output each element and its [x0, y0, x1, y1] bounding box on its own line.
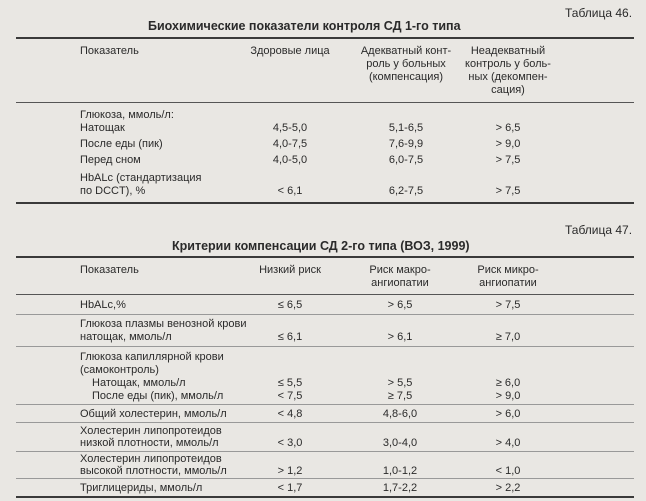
- t46-header-indicator: Показатель: [80, 45, 139, 57]
- t47-r6-label-1: Холестерин липопротеидов: [80, 453, 222, 465]
- t47-r3-sub2-micro: > 9,0: [495, 390, 521, 402]
- t47-r1-rule: [16, 314, 634, 315]
- table-46-bottom-rule: [16, 202, 634, 204]
- t47-r3-sub1-micro: ≥ 6,0: [495, 377, 521, 389]
- t47-header-macro-1: Риск макро-: [369, 264, 431, 276]
- t47-r3-label-1: Глюкоза капиллярной крови: [80, 351, 224, 363]
- table-47-number: Таблица 47.: [565, 223, 633, 237]
- t47-r4-rule: [16, 422, 634, 423]
- t46-row-postmeal-label: После еды (пик): [80, 138, 163, 150]
- t46-row-postmeal-inadequate: > 9,0: [495, 138, 521, 150]
- t47-r6-label-2: высокой плотности, ммоль/л: [80, 465, 227, 477]
- t47-r2-micro: ≥ 7,0: [495, 331, 521, 343]
- t47-r1-low: ≤ 6,5: [277, 299, 303, 311]
- t47-r2-rule: [16, 346, 634, 347]
- t47-r4-micro: > 6,0: [495, 408, 521, 420]
- t47-r5-low: < 3,0: [277, 437, 303, 449]
- t46-header-adequate-1: Адекватный конт-: [360, 45, 452, 57]
- t47-r3-sub1-label: Натощак, ммоль/л: [92, 377, 186, 389]
- t46-row-postmeal-adequate: 7,6-9,9: [388, 138, 424, 150]
- t47-r1-micro: > 7,5: [495, 299, 521, 311]
- t47-r5-rule: [16, 451, 634, 452]
- t47-r6-rule: [16, 478, 634, 479]
- t46-row-bedtime-healthy: 4,0-5,0: [272, 154, 308, 166]
- t47-r3-sub2-low: < 7,5: [277, 390, 303, 402]
- t47-r3-sub1-macro: > 5,5: [387, 377, 413, 389]
- t47-header-micro-1: Риск микро-: [477, 264, 539, 276]
- t46-header-adequate-2: роль у больных: [366, 58, 446, 70]
- t47-r5-micro: > 4,0: [495, 437, 521, 449]
- t46-row-fasting-adequate: 5,1-6,5: [388, 122, 424, 134]
- t47-r5-label-2: низкой плотности, ммоль/л: [80, 437, 219, 449]
- t47-r4-macro: 4,8-6,0: [382, 408, 418, 420]
- table-46-top-rule: [16, 37, 634, 39]
- t47-r3-rule: [16, 404, 634, 405]
- t47-r3-sub2-label: После еды (пик), ммоль/л: [92, 390, 224, 402]
- t47-r6-micro: < 1,0: [495, 465, 521, 477]
- t47-r5-label-1: Холестерин липопротеидов: [80, 425, 222, 437]
- t46-hba1c-healthy: < 6,1: [277, 185, 303, 197]
- t46-header-rule: [16, 102, 634, 103]
- t47-r2-label-1: Глюкоза плазмы венозной крови: [80, 318, 247, 330]
- t47-header-indicator: Показатель: [80, 264, 139, 276]
- t46-header-healthy: Здоровые лица: [250, 45, 330, 57]
- t46-header-inadequate-1: Неадекватный: [470, 45, 546, 57]
- t47-r6-low: > 1,2: [277, 465, 303, 477]
- t47-r4-low: < 4,8: [277, 408, 303, 420]
- t47-r1-macro: > 6,5: [387, 299, 413, 311]
- t47-r3-sub1-low: ≤ 5,5: [277, 377, 303, 389]
- table-47-title: Критерии компенсации СД 2-го типа (ВОЗ, 1999): [172, 239, 470, 253]
- t46-header-adequate-3: (компенсация): [368, 71, 444, 83]
- t47-header-macro-2: ангиопатии: [371, 277, 429, 289]
- t46-header-inadequate-2: контроль у боль-: [465, 58, 551, 70]
- t47-r6-macro: 1,0-1,2: [382, 465, 418, 477]
- t46-row-bedtime-inadequate: > 7,5: [495, 154, 521, 166]
- t47-r2-macro: > 6,1: [387, 331, 413, 343]
- t47-r2-label-2: натощак, ммоль/л: [80, 331, 172, 343]
- t47-r3-label-2: (самоконтроль): [80, 364, 159, 376]
- t47-header-low: Низкий риск: [259, 264, 321, 276]
- t46-header-inadequate-3: ных (декомпен-: [468, 71, 548, 83]
- t47-r7-low: < 1,7: [277, 482, 303, 494]
- t46-hba1c-inadequate: > 7,5: [495, 185, 521, 197]
- t46-row-fasting-healthy: 4,5-5,0: [272, 122, 308, 134]
- t47-header-micro-2: ангиопатии: [479, 277, 537, 289]
- table-46-title: Биохимические показатели контроля СД 1-го типа: [148, 19, 461, 33]
- t47-r2-low: ≤ 6,1: [277, 331, 303, 343]
- t46-glucose-label: Глюкоза, ммоль/л:: [80, 109, 174, 121]
- t46-row-fasting-label: Натощак: [80, 122, 125, 134]
- t46-header-inadequate-4: сация): [491, 84, 525, 96]
- t46-hba1c-label-1: HbALc (стандартизация: [80, 172, 202, 184]
- table-47-bottom-rule: [16, 496, 634, 498]
- t47-r7-label: Триглицериды, ммоль/л: [80, 482, 203, 494]
- t47-r4-label: Общий холестерин, ммоль/л: [80, 408, 227, 420]
- t46-row-postmeal-healthy: 4,0-7,5: [272, 138, 308, 150]
- t46-row-fasting-inadequate: > 6,5: [495, 122, 521, 134]
- t47-r5-macro: 3,0-4,0: [382, 437, 418, 449]
- t47-r3-sub2-macro: ≥ 7,5: [387, 390, 413, 402]
- t47-r1-label: HbALc,%: [80, 299, 126, 311]
- t47-r7-micro: > 2,2: [495, 482, 521, 494]
- t46-hba1c-label-2: по DCCT), %: [80, 185, 146, 197]
- t46-hba1c-adequate: 6,2-7,5: [388, 185, 424, 197]
- table-46-number: Таблица 46.: [565, 6, 633, 20]
- t47-r7-macro: 1,7-2,2: [382, 482, 418, 494]
- t47-header-rule: [16, 294, 634, 295]
- t46-row-bedtime-adequate: 6,0-7,5: [388, 154, 424, 166]
- t46-row-bedtime-label: Перед сном: [80, 154, 141, 166]
- table-47-top-rule: [16, 256, 634, 258]
